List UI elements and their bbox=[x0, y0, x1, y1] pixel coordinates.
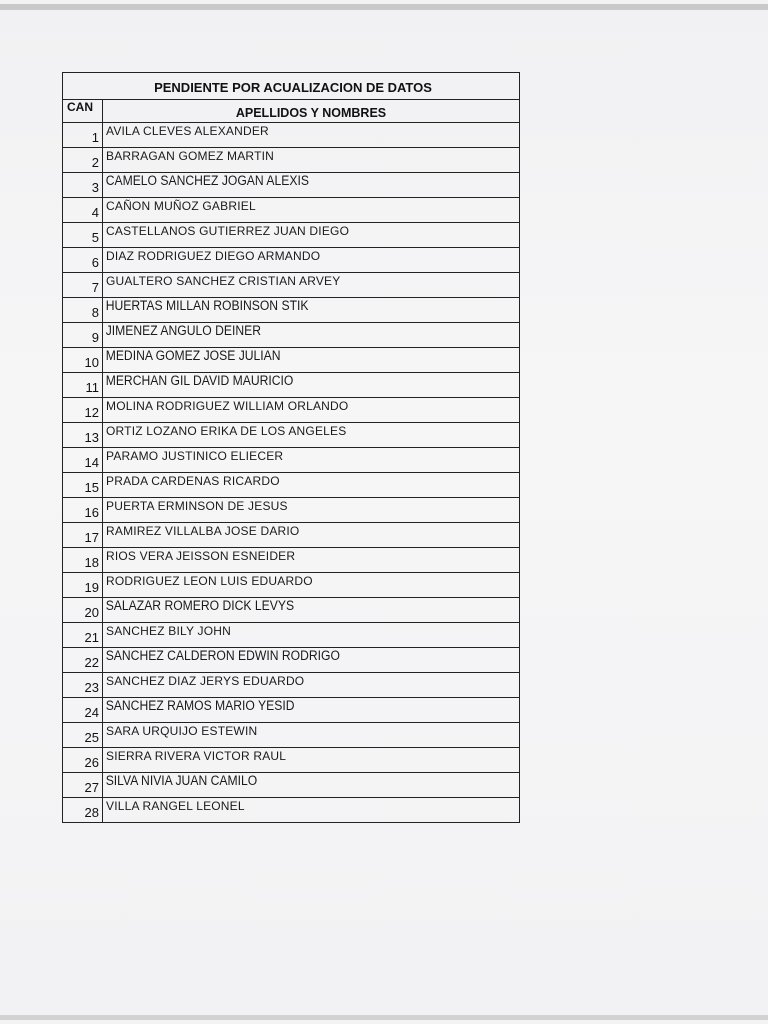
table-row bbox=[63, 623, 519, 648]
row-number: 5 bbox=[63, 223, 103, 247]
row-full-name: SARA URQUIJO ESTEWIN bbox=[106, 724, 258, 738]
pending-update-table bbox=[62, 72, 520, 823]
table-row bbox=[63, 423, 519, 448]
table-row bbox=[63, 123, 519, 148]
row-number: 19 bbox=[63, 573, 103, 597]
table-header-row bbox=[63, 100, 519, 123]
table-row bbox=[63, 298, 519, 323]
row-full-name: SANCHEZ BILY JOHN bbox=[106, 624, 231, 638]
row-full-name: SANCHEZ CALDERON EDWIN RODRIGO bbox=[105, 648, 340, 663]
table-row bbox=[63, 198, 519, 223]
table-row bbox=[63, 573, 519, 598]
row-full-name: DIAZ RODRIGUEZ DIEGO ARMANDO bbox=[106, 249, 321, 263]
row-full-name: SIERRA RIVERA VICTOR RAUL bbox=[106, 749, 287, 763]
table-row bbox=[63, 173, 519, 198]
row-number: 20 bbox=[63, 598, 103, 622]
table-row bbox=[63, 473, 519, 498]
row-number: 12 bbox=[63, 398, 103, 422]
table-row bbox=[63, 598, 519, 623]
table-row bbox=[63, 248, 519, 273]
row-number: 27 bbox=[63, 773, 103, 797]
row-full-name: BARRAGAN GOMEZ MARTIN bbox=[106, 149, 274, 163]
scan-edge-bottom bbox=[0, 1015, 768, 1020]
row-full-name: HUERTAS MILLAN ROBINSON STIK bbox=[105, 298, 309, 313]
row-number: 28 bbox=[63, 798, 103, 822]
row-number: 18 bbox=[63, 548, 103, 572]
row-number: 3 bbox=[63, 173, 103, 197]
row-full-name: SANCHEZ RAMOS MARIO YESID bbox=[105, 698, 295, 713]
row-full-name: VILLA RANGEL LEONEL bbox=[106, 799, 245, 813]
table-row bbox=[63, 648, 519, 673]
row-full-name: MOLINA RODRIGUEZ WILLIAM ORLANDO bbox=[106, 399, 349, 413]
row-full-name: PUERTA ERMINSON DE JESUS bbox=[106, 499, 288, 513]
row-full-name: CAMELO SANCHEZ JOGAN ALEXIS bbox=[105, 173, 309, 188]
row-number: 13 bbox=[63, 423, 103, 447]
table-row bbox=[63, 748, 519, 773]
row-number: 25 bbox=[63, 723, 103, 747]
table-title-text: PENDIENTE POR ACUALIZACION DE DATOS bbox=[154, 80, 432, 95]
row-number: 23 bbox=[63, 673, 103, 697]
row-number: 17 bbox=[63, 523, 103, 547]
row-number: 1 bbox=[63, 123, 103, 147]
row-number: 2 bbox=[63, 148, 103, 172]
row-full-name: SILVA NIVIA JUAN CAMILO bbox=[105, 773, 258, 788]
row-full-name: AVILA CLEVES ALEXANDER bbox=[106, 124, 269, 138]
table-row bbox=[63, 723, 519, 748]
row-full-name: SALAZAR ROMERO DICK LEVYS bbox=[105, 598, 295, 613]
row-full-name: SANCHEZ DIAZ JERYS EDUARDO bbox=[106, 674, 305, 688]
row-number: 9 bbox=[63, 323, 103, 347]
table-row bbox=[63, 373, 519, 398]
row-full-name: PRADA CARDENAS RICARDO bbox=[106, 474, 280, 488]
table-row bbox=[63, 548, 519, 573]
row-full-name: MERCHAN GIL DAVID MAURICIO bbox=[105, 373, 294, 388]
row-full-name: CASTELLANOS GUTIERREZ JUAN DIEGO bbox=[106, 224, 350, 238]
row-full-name: ORTIZ LOZANO ERIKA DE LOS ANGELES bbox=[106, 424, 347, 438]
table-row bbox=[63, 323, 519, 348]
table-body bbox=[63, 123, 519, 822]
row-full-name: MEDINA GOMEZ JOSE JULIAN bbox=[105, 348, 281, 363]
row-number: 11 bbox=[63, 373, 103, 397]
row-full-name: RAMIREZ VILLALBA JOSE DARIO bbox=[106, 524, 300, 538]
table-row bbox=[63, 348, 519, 373]
table-row bbox=[63, 773, 519, 798]
scan-edge-top bbox=[0, 4, 768, 10]
row-number: 16 bbox=[63, 498, 103, 522]
row-number: 10 bbox=[63, 348, 103, 372]
row-number: 7 bbox=[63, 273, 103, 297]
row-full-name: JIMENEZ ANGULO DEINER bbox=[105, 323, 261, 338]
table-row bbox=[63, 673, 519, 698]
row-number: 22 bbox=[63, 648, 103, 672]
table-row bbox=[63, 148, 519, 173]
table-row bbox=[63, 448, 519, 473]
table-row bbox=[63, 523, 519, 548]
row-number: 15 bbox=[63, 473, 103, 497]
column-header-can: CAN bbox=[63, 100, 103, 122]
table-row bbox=[63, 273, 519, 298]
scanned-page bbox=[0, 4, 768, 1020]
row-number: 24 bbox=[63, 698, 103, 722]
row-number: 21 bbox=[63, 623, 103, 647]
column-header-names: APELLIDOS Y NOMBRES bbox=[235, 106, 387, 120]
table-row bbox=[63, 798, 519, 822]
row-full-name: RODRIGUEZ LEON LUIS EDUARDO bbox=[106, 574, 313, 588]
row-number: 26 bbox=[63, 748, 103, 772]
row-number: 8 bbox=[63, 298, 103, 322]
table-row bbox=[63, 698, 519, 723]
row-full-name: RIOS VERA JEISSON ESNEIDER bbox=[106, 549, 296, 563]
table-row bbox=[63, 223, 519, 248]
row-full-name: GUALTERO SANCHEZ CRISTIAN ARVEY bbox=[106, 274, 341, 288]
table-row bbox=[63, 398, 519, 423]
row-full-name: CAÑON MUÑOZ GABRIEL bbox=[106, 199, 256, 213]
table-title bbox=[63, 73, 519, 100]
table-row bbox=[63, 498, 519, 523]
row-number: 14 bbox=[63, 448, 103, 472]
row-full-name: PARAMO JUSTINICO ELIECER bbox=[106, 449, 284, 463]
row-number: 4 bbox=[63, 198, 103, 222]
row-number: 6 bbox=[63, 248, 103, 272]
